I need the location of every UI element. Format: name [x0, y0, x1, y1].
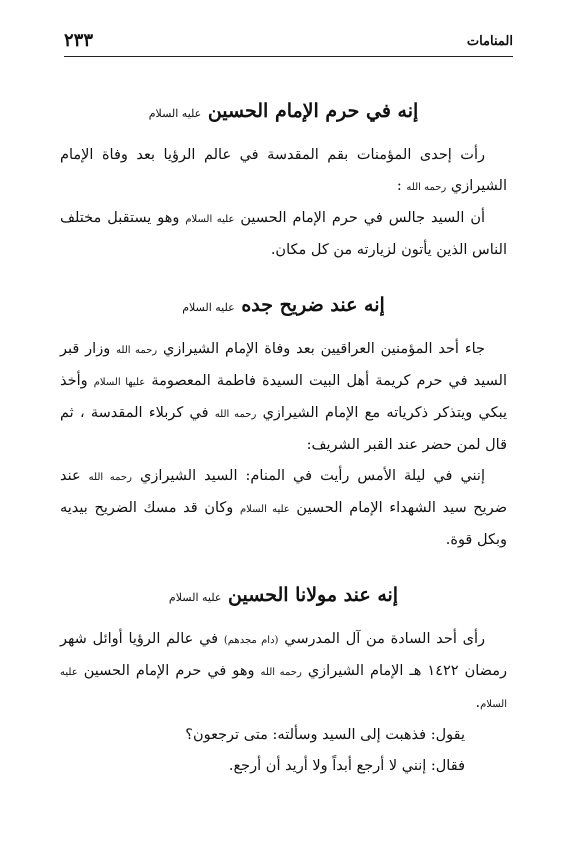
- section-3-line-3: فقال: إنني لا أرجع أبداً ولا أريد أن أرجع.: [228, 758, 465, 774]
- s1p1-end: :: [396, 178, 402, 194]
- section-1-paragraph-1: [60, 140, 507, 203]
- section-3-line-2: يقول: فذهبت إلى السيد وسألته: متى ترجعون؟: [185, 727, 465, 743]
- s2p1-honorific-1: رحمه الله: [116, 345, 158, 356]
- s1p2-honorific: عليه السلام: [185, 214, 235, 225]
- section-1-title-text: إنه في حرم الإمام الحسين: [207, 100, 419, 122]
- section-3-paragraph-1: [60, 624, 507, 720]
- s1p1-honorific: رحمه الله: [406, 182, 447, 193]
- s2p2-text-2: عند ضريح سيد الشهداء الإمام الحسين: [60, 468, 508, 516]
- s2p2-honorific-2: عليه السلام: [239, 504, 290, 515]
- s3p1-text-2: في عالم الرؤيا أوائل شهر رمضان ١٤٢٢ هـ الإمام الشيرازي: [60, 631, 507, 679]
- section-1-title: [60, 100, 507, 122]
- s3p1-honorific-1: رحمه الله: [260, 667, 302, 678]
- section-3-title-text: إنه عند مولانا الحسين: [228, 584, 399, 606]
- s1p1-text: رأت إحدى المؤمنات بقم المقدسة في عالم الرؤيا بعد وفاة الإمام الشيرازي: [60, 147, 507, 194]
- page-header: [64, 30, 513, 57]
- section-2-paragraph-1: [60, 334, 507, 461]
- s2p1-text-4: في كربلاء المقدسة ، ثم قال لمن حضر عند القبر الشريف:: [60, 405, 507, 453]
- section-3-title: [60, 584, 507, 606]
- s1p2-text-1: أن السيد جالس في حرم الإمام الحسين: [240, 210, 485, 226]
- s3p1-end: .: [475, 695, 481, 711]
- s2p2-text-1: إنني في ليلة الأمس رأيت في المنام: السيد الشيرازي: [139, 468, 485, 484]
- s2p1-text-3: وأخذ يبكي ويتذكر ذكرياته مع الإمام الشيرازي: [60, 373, 508, 421]
- section-2-title-text: إنه عند ضريح جده: [241, 294, 385, 316]
- s3p1-honorific-2: عليه السلام: [60, 667, 507, 710]
- running-title: المنامات: [466, 34, 513, 49]
- section-1-title-honorific: عليه السلام: [148, 107, 202, 120]
- section-2-title: [60, 294, 507, 316]
- s2p1-text-1: جاء أحد المؤمنين العراقيين بعد وفاة الإمام الشيرازي: [163, 341, 486, 357]
- section-1-paragraph-2: [60, 203, 507, 266]
- s2p2-honorific-1: رحمه الله: [88, 472, 132, 483]
- section-2-title-honorific: عليه السلام: [182, 301, 235, 314]
- s3p1-text-3: وهو في حرم الإمام الحسين: [83, 663, 255, 679]
- s2p1-text-2: وزار قبر السيد في حرم كريمة أهل البيت السيدة فاطمة المعصومة: [60, 341, 507, 389]
- section-3-title-honorific: عليه السلام: [168, 591, 222, 604]
- section-2-paragraph-2: [60, 461, 507, 556]
- s2p1-honorific-3: رحمه الله: [214, 409, 257, 420]
- s3p1-text-1: رأى أحد السادة من آل المدرسي: [284, 631, 486, 647]
- s3p1-small-note: (دام مجدهم): [223, 635, 279, 646]
- s2p2-text-3: وكان قد مسك الضريح بيديه وبكل قوة.: [60, 500, 507, 548]
- s1p2-text-2: وهو يستقبل مختلف الناس الذين يأتون لزيارته من كل مكان.: [60, 210, 507, 258]
- page-body: [60, 100, 507, 782]
- s2p1-honorific-2: عليها السلام: [93, 377, 146, 388]
- page-number: ٢٣٣: [64, 30, 94, 51]
